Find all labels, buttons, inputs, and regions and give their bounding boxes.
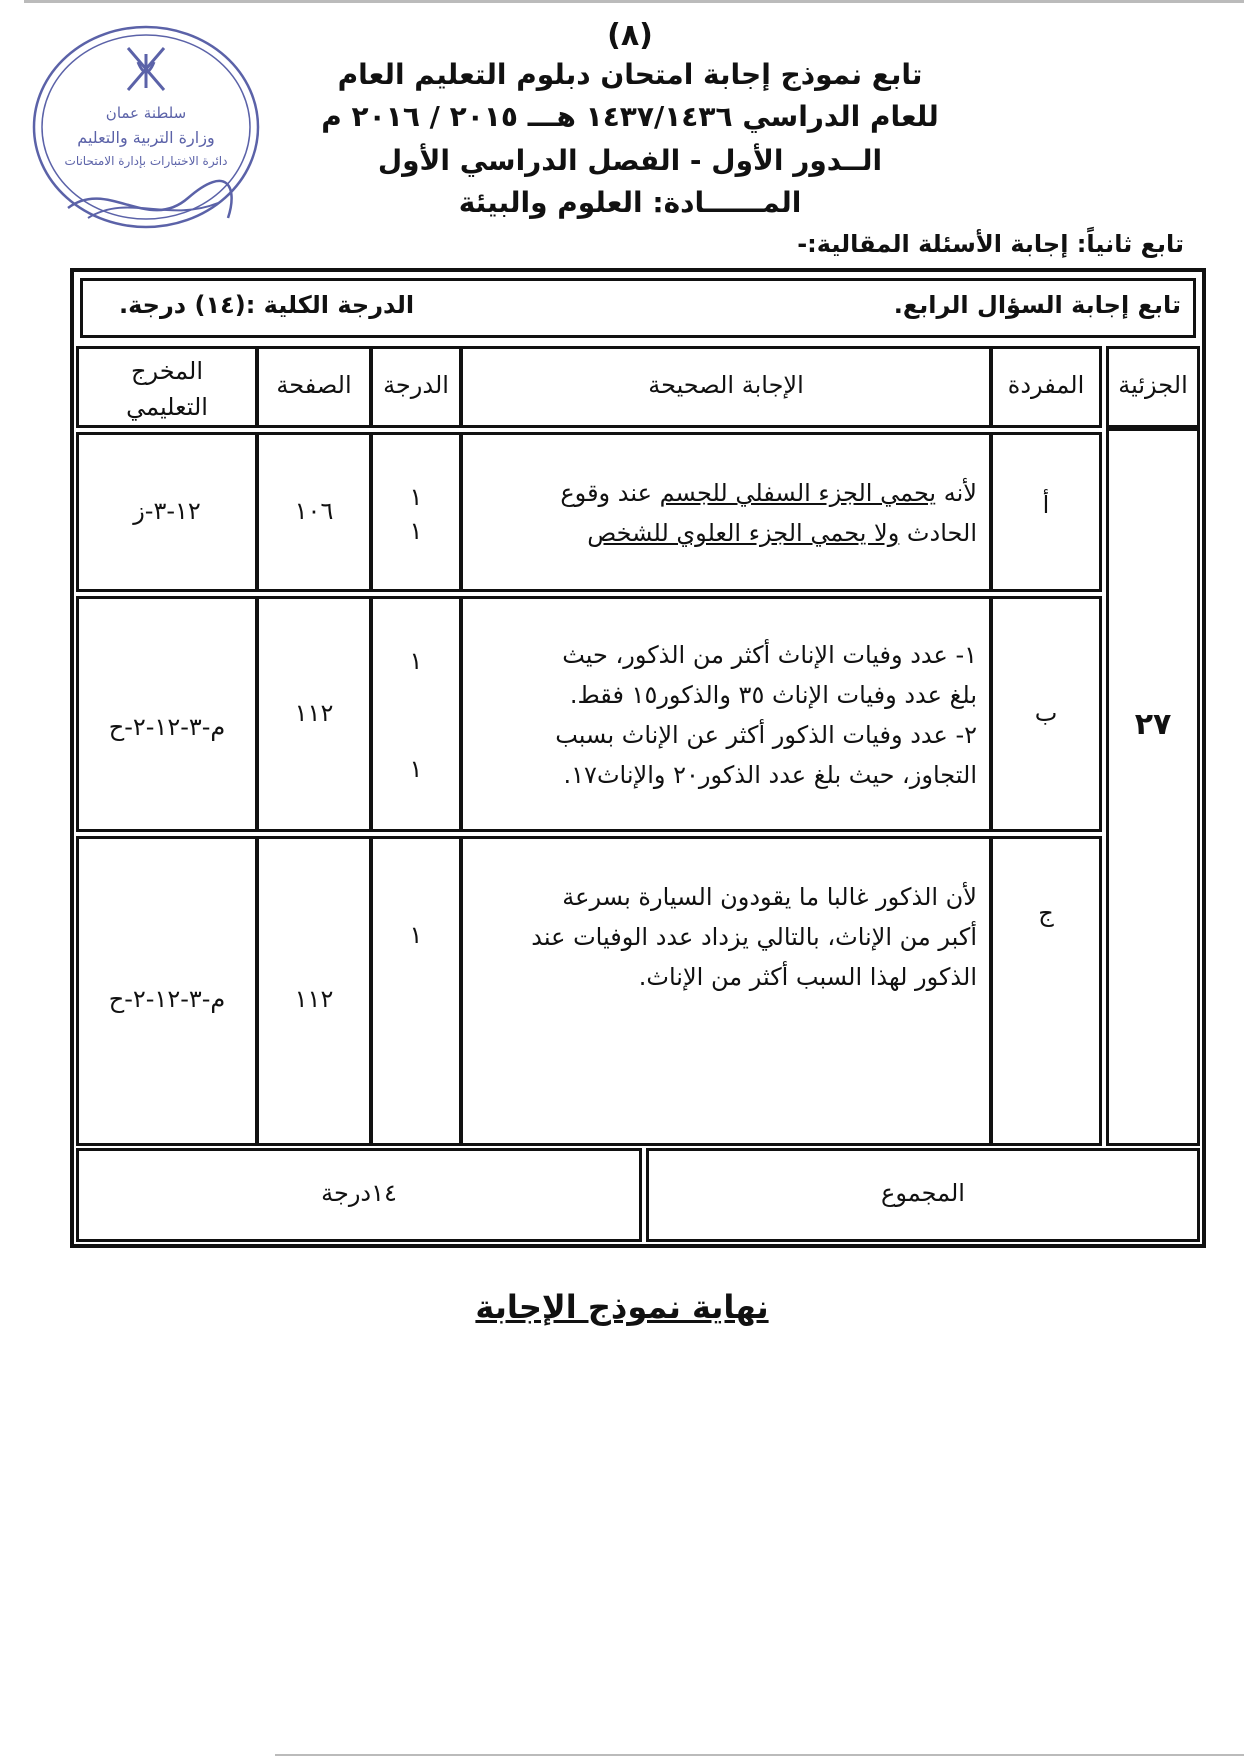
row-b-answer-l4: التجاوز، حيث بلغ عدد الذكور٢٠ والإناث١٧.: [563, 761, 977, 789]
row-b-answer-cell: [460, 596, 992, 832]
row-a-grade1: ١: [409, 483, 423, 511]
row-b-answer: [489, 635, 977, 795]
header-year: للعام الدراسي ١٤٣٧/١٤٣٦ هـــ ٢٠١٥ / ٢٠١٦ م: [321, 100, 939, 133]
end-of-answer-key-text: نهاية نموذج الإجابة: [475, 1288, 769, 1326]
total-label: المجموع: [881, 1179, 965, 1207]
row-a-answer-cell: [460, 432, 992, 592]
stamp-line1: سلطنة عمان: [105, 104, 187, 122]
row-b-item-cell: [990, 596, 1102, 832]
row-b-answer-l1: ١- عدد وفيات الإناث أكثر من الذكور، حيث: [562, 641, 977, 669]
total-label-cell: [646, 1148, 1200, 1242]
row-c-outcome: م-٣-١٢-٢-ح: [108, 985, 226, 1013]
row-a-answer-l1b: يحمي الجزء السفلي للجسم: [659, 479, 937, 507]
header-title: تابع نموذج إجابة امتحان دبلوم التعليم العام: [337, 58, 923, 91]
header-outcome: المخرج التعليمي: [126, 357, 208, 421]
table-title-total-grade: الدرجة الكلية :(١٤) درجة.: [119, 291, 415, 319]
header-grade-cell: [370, 346, 462, 428]
header-item: المفردة: [1007, 371, 1085, 399]
row-b-page: ١١٢: [294, 699, 334, 727]
row-c-page: ١١٢: [294, 985, 334, 1013]
row-b-item: ب: [1034, 699, 1058, 727]
row-b-page-cell: [256, 596, 372, 832]
row-a-page-cell: [256, 432, 372, 592]
row-a-answer: [489, 473, 977, 553]
row-a-page: ١٠٦: [294, 497, 334, 525]
part-cell: [1106, 428, 1200, 1146]
row-a-answer-l2a: الحادث: [899, 519, 977, 547]
header-part-cell: [1106, 346, 1200, 428]
header-item-cell: [990, 346, 1102, 428]
end-of-answer-key: [0, 1288, 1244, 1326]
row-c-answer-l1: لأن الذكور غالبا ما يقودون السيارة بسرعة: [562, 883, 977, 911]
row-c-grade1: ١: [409, 921, 423, 949]
header-grade: الدرجة: [383, 371, 449, 399]
header-page-cell: [256, 346, 372, 428]
header-part: الجزئية: [1118, 371, 1188, 399]
row-a-grade-cell: [370, 432, 462, 592]
row-c-answer: [489, 877, 977, 997]
part-number: ٢٧: [1134, 707, 1172, 742]
row-a-outcome-cell: [76, 432, 258, 592]
row-c-item: ج: [1038, 899, 1054, 927]
row-a-answer-l2b: ولا يحمي الجزء العلوي للشخص: [587, 519, 900, 547]
row-a-outcome: ١٢-٣-ز: [133, 497, 201, 525]
row-b-outcome: م-٣-١٢-٢-ح: [108, 713, 226, 741]
total-value-cell: [76, 1148, 642, 1242]
row-a-item: أ: [1042, 491, 1050, 519]
stamp-line2: وزارة التربية والتعليم: [77, 128, 215, 147]
row-b-answer-l2: بلغ عدد وفيات الإناث ٣٥ والذكور١٥ فقط.: [569, 681, 977, 709]
row-c-item-cell: [990, 836, 1102, 1146]
row-b-answer-l3: ٢- عدد وفيات الذكور أكثر عن الإناث بسبب: [555, 721, 977, 749]
table-title-question: تابع إجابة السؤال الرابع.: [893, 291, 1181, 319]
header-answer: الإجابة الصحيحة: [648, 371, 804, 399]
row-c-grade-cell: [370, 836, 462, 1146]
total-value: ١٤درجة: [321, 1179, 397, 1207]
row-c-page-cell: [256, 836, 372, 1146]
row-c-answer-l3: الذكور لهذا السبب أكثر من الإناث.: [638, 963, 977, 991]
row-b-outcome-cell: [76, 596, 258, 832]
row-a-item-cell: [990, 432, 1102, 592]
row-c-answer-l2: أكبر من الإناث، بالتالي يزداد عدد الوفيات عند: [531, 923, 977, 951]
stamp-line3: دائرة الاختبارات بإدارة الامتحانات: [64, 154, 228, 168]
row-b-grade2: ١: [409, 755, 423, 783]
header-page: الصفحة: [276, 371, 352, 399]
row-c-answer-cell: [460, 836, 992, 1146]
row-b-grade-cell: [370, 596, 462, 832]
page-number: (٨): [607, 18, 653, 53]
header-outcome-cell: [76, 346, 258, 428]
row-b-grade1: ١: [409, 647, 423, 675]
header-subject: المــــــادة: العلوم والبيئة: [458, 186, 802, 219]
header-answer-cell: [460, 346, 992, 428]
row-a-answer-l1a: لأنه: [936, 479, 977, 507]
section-title: تابع ثانياً: إجابة الأسئلة المقالية:-: [797, 230, 1184, 258]
row-a-grade2: ١: [409, 517, 423, 545]
header-session: الــدور الأول - الفصل الدراسي الأول: [377, 144, 883, 177]
row-a-answer-l1c: عند وقوع: [560, 479, 660, 507]
row-c-outcome-cell: [76, 836, 258, 1146]
